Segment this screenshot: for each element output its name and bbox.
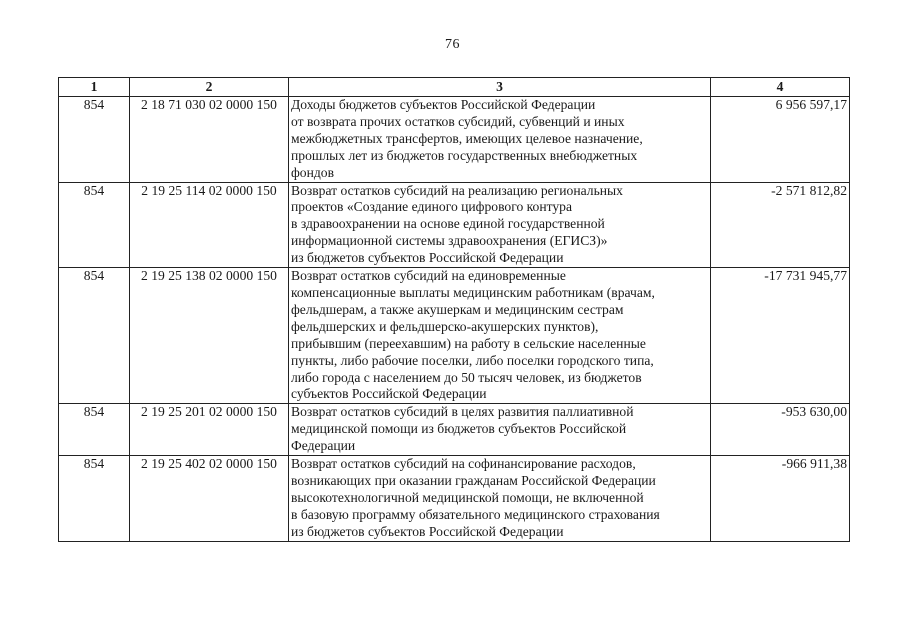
- description-line: из бюджетов субъектов Российской Федерации: [291, 523, 564, 539]
- amount-cell: -966 911,38: [711, 456, 850, 542]
- description-line: субъектов Российской Федерации: [291, 386, 487, 402]
- table-row: [59, 456, 850, 542]
- budget-code-cell: 2 19 25 138 02 0000 150: [130, 268, 289, 404]
- amount-cell: -953 630,00: [711, 404, 850, 456]
- description-line: пункты, либо рабочие поселки, либо поселки городского типа,: [291, 352, 654, 368]
- table-body: [59, 97, 850, 542]
- table-row: [59, 268, 850, 404]
- description-line: информационной системы здравоохранения (ЕГИСЗ)»: [291, 233, 608, 249]
- description-line: Возврат остатков субсидий на единовременные: [291, 268, 566, 284]
- description-line: либо города с населением до 50 тысяч человек, из бюджетов: [291, 369, 642, 385]
- table-row: [59, 97, 850, 183]
- budget-code-cell: 2 19 25 114 02 0000 150: [130, 182, 289, 268]
- description-line: в базовую программу обязательного медицинского страхования: [291, 506, 660, 522]
- admin-code-cell: 854: [59, 268, 130, 404]
- description-line: в здравоохранении на основе единой государственной: [291, 216, 605, 232]
- page-number: 76: [445, 37, 460, 52]
- header-row: [59, 78, 850, 97]
- amount-cell: -17 731 945,77: [711, 268, 850, 404]
- amount-cell: -2 571 812,82: [711, 182, 850, 268]
- description-line: компенсационные выплаты медицинским работникам (врачам,: [291, 284, 655, 300]
- admin-code-cell: 854: [59, 182, 130, 268]
- description-line: Возврат остатков субсидий на софинансирование расходов,: [291, 456, 636, 472]
- table-row: [59, 182, 850, 268]
- table-header: [59, 78, 850, 97]
- description-line: Федерации: [291, 438, 356, 454]
- admin-code-cell: 854: [59, 404, 130, 456]
- budget-table: [58, 77, 850, 542]
- description-line: от возврата прочих остатков субсидий, субвенций и иных: [291, 113, 625, 129]
- description-cell: [289, 97, 711, 183]
- description-cell: [289, 268, 711, 404]
- header-col-2: 2: [130, 78, 289, 97]
- description-line: фельдшерам, а также акушеркам и медицинским сестрам: [291, 301, 624, 317]
- description-line: Возврат остатков субсидий на реализацию региональных: [291, 182, 623, 198]
- header-col-4: 4: [711, 78, 850, 97]
- description-line: Возврат остатков субсидий в целях развития паллиативной: [291, 404, 634, 420]
- description-line: проектов «Создание единого цифрового контура: [291, 199, 573, 215]
- header-col-1: 1: [59, 78, 130, 97]
- budget-code-cell: 2 19 25 201 02 0000 150: [130, 404, 289, 456]
- budget-code-cell: 2 19 25 402 02 0000 150: [130, 456, 289, 542]
- description-cell: [289, 182, 711, 268]
- description-line: фельдшерских и фельдшерско-акушерских пунктов),: [291, 318, 599, 334]
- header-col-3: 3: [289, 78, 711, 97]
- description-line: высокотехнологичной медицинской помощи, не включенной: [291, 489, 644, 505]
- amount-cell: 6 956 597,17: [711, 97, 850, 183]
- description-line: из бюджетов субъектов Российской Федерации: [291, 250, 564, 266]
- description-line: прибывшим (переехавшим) на работу в сельские населенные: [291, 335, 646, 351]
- description-line: Доходы бюджетов субъектов Российской Федерации: [291, 97, 596, 112]
- description-line: возникающих при оказании гражданам Российской Федерации: [291, 472, 656, 488]
- admin-code-cell: 854: [59, 456, 130, 542]
- description-line: фондов: [291, 164, 335, 180]
- table-row: [59, 404, 850, 456]
- description-line: межбюджетных трансфертов, имеющих целевое назначение,: [291, 130, 643, 146]
- description-line: прошлых лет из бюджетов государственных внебюджетных: [291, 147, 638, 163]
- budget-code-cell: 2 18 71 030 02 0000 150: [130, 97, 289, 183]
- description-line: медицинской помощи из бюджетов субъектов Российской: [291, 421, 627, 437]
- description-cell: [289, 404, 711, 456]
- description-cell: [289, 456, 711, 542]
- admin-code-cell: 854: [59, 97, 130, 183]
